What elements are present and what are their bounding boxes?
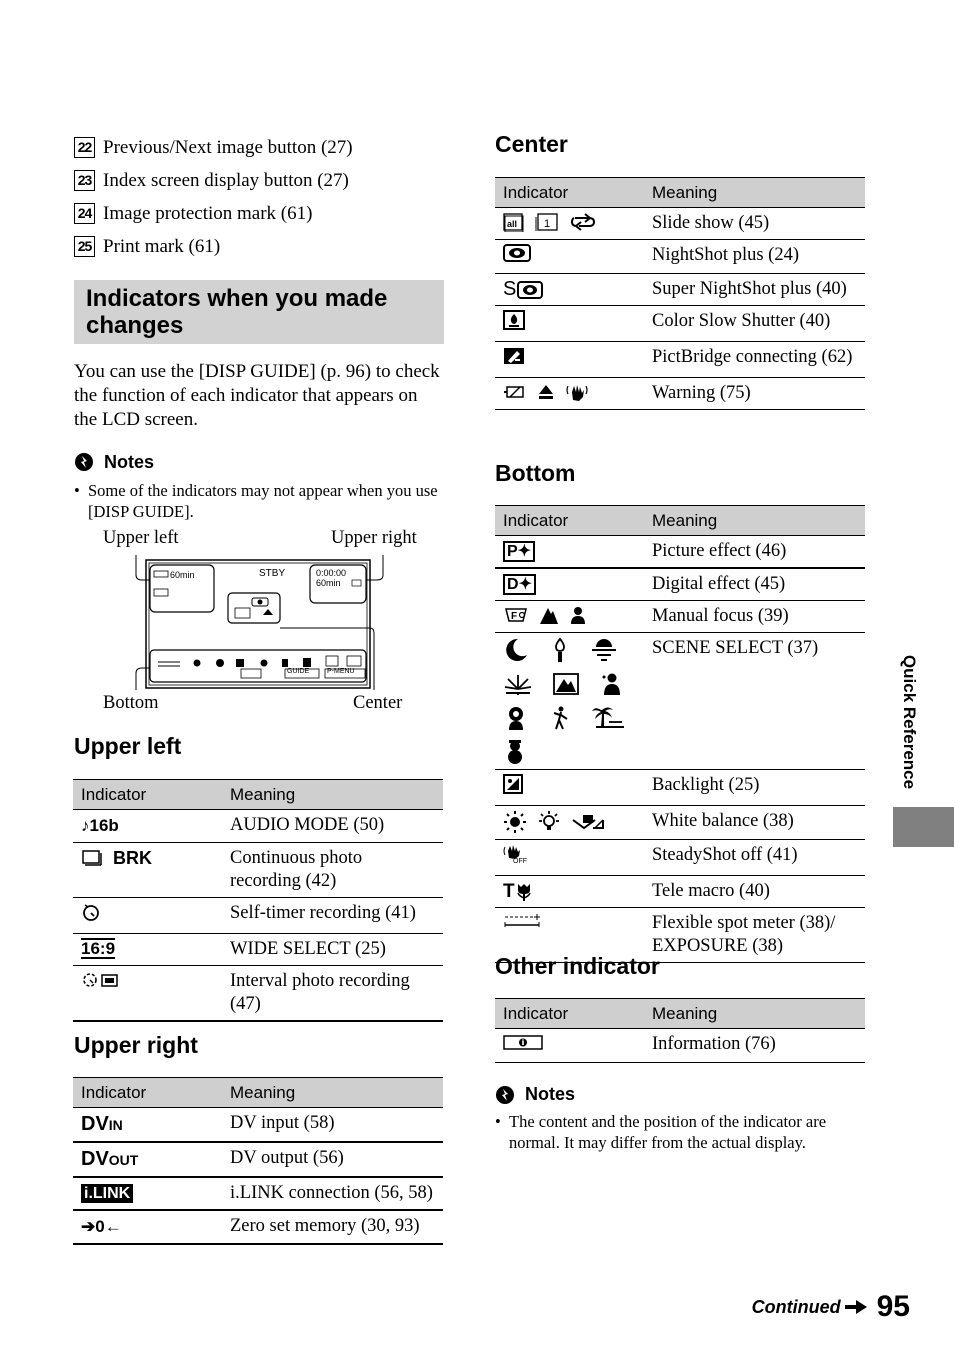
battery-warning-icon [503,383,527,401]
label-upper-right: Upper right [331,528,417,548]
center-heading: Center [495,131,568,157]
header-indicator: Indicator [495,999,644,1029]
fireworks-icon [503,671,533,697]
indicator-cell [495,568,644,601]
tele-macro-icon [503,880,636,903]
manual-focus-icons [503,605,636,625]
side-tab-label: Quick Reference [900,654,919,790]
indicator-cell [73,934,222,966]
list-item [74,164,353,197]
super-nightshot-icon [503,278,636,301]
spotlight-icon [503,705,529,731]
list-item [74,230,353,263]
indicator-cell [495,306,644,342]
indicator-cell [73,898,222,934]
table-row [73,810,443,843]
screen-time: 0:00:00 [316,568,347,578]
side-tab [896,650,922,800]
header-meaning: Meaning [644,178,865,208]
indicator-cell [495,274,644,306]
page-number: 95 [876,1290,910,1323]
numbered-list [74,131,353,263]
audio-mode-icon: ♪16b [81,816,119,835]
pictbridge-icon [503,346,525,366]
ilink-icon: i.LINK [81,1184,133,1203]
continuous-photo-icon [81,849,103,869]
upper-right-heading: Upper right [74,1032,198,1058]
notes-label: Notes [525,1084,576,1104]
nightshot-plus-icon [503,244,531,262]
digital-effect-letter: D [507,576,519,593]
continued-label [752,1297,867,1318]
dv-in-icon [81,1113,123,1134]
meaning-cell: Information (76) [644,1029,865,1063]
arrow-right-icon [845,1300,867,1314]
meaning-cell: Interval photo recording (47) [222,966,443,1022]
indicator-cell [73,966,222,1022]
bracket-icon: BRK [113,848,152,868]
list-item [74,131,353,164]
meaning-cell: White balance (38) [644,806,865,840]
dv-text: DV [81,1148,109,1170]
sunrise-sunset-icon [591,637,617,663]
item-number: 24 [74,203,95,224]
sports-icon [549,705,571,731]
upper-left-table [73,779,443,1022]
meaning-cell: SteadyShot off (41) [644,840,865,876]
continued-text: Continued [751,1296,841,1317]
svg-text:F: F [511,611,518,622]
header-meaning: Meaning [222,1078,443,1108]
meaning-cell: Flexible spot meter (38)/ EXPOSURE (38) [644,908,865,963]
zero-set-memory-icon: ➔0← [81,1217,122,1236]
eject-icon [537,383,555,401]
dv-text: DV [81,1113,109,1135]
table-row [495,536,865,569]
candle-icon [549,637,571,663]
meaning-cell: SCENE SELECT (37) [644,633,865,770]
bottom-heading: Bottom [495,460,576,486]
table-row [73,1177,443,1210]
lcd-diagram [74,525,444,725]
indicator-cell [495,840,644,876]
item-number: 23 [74,170,95,191]
indicator-cell [495,240,644,274]
portrait-icon [599,671,625,697]
table-header-row [495,506,865,536]
notes-heading [495,1084,865,1105]
picture-effect-icon: P✦ [503,541,535,562]
super-s-text: S [503,278,517,300]
indicator-cell [495,208,644,240]
header-meaning: Meaning [222,780,443,810]
intro-block [74,360,444,522]
screen-pmenu: P-MENU [327,668,355,675]
meaning-cell: PictBridge connecting (62) [644,342,865,378]
landscape-icon [553,671,579,697]
side-tab-marker [893,807,954,847]
label-upper-left: Upper left [103,528,179,548]
digital-effect-icon: D✦ [503,574,536,595]
interval-photo-icon [81,970,121,990]
meaning-cell: Tele macro (40) [644,876,865,908]
table-row [495,208,865,240]
table-row [495,876,865,908]
header-indicator: Indicator [495,506,644,536]
meaning-cell: Self-timer recording (41) [222,898,443,934]
table-row [73,966,443,1022]
meaning-cell: Slide show (45) [644,208,865,240]
table-header-row [495,178,865,208]
indicator-cell [73,1210,222,1244]
dv-out-text: OUT [108,1152,139,1168]
table-row [495,806,865,840]
note-item: • The content and the position of the indicator are normal. It may differ from the actual display. [495,1111,865,1153]
svg-text:all: all [507,219,518,229]
twilight-icon [503,637,529,663]
meaning-cell: Backlight (25) [644,770,865,806]
item-text: Previous/Next image button (27) [103,136,353,158]
meaning-cell: WIDE SELECT (25) [222,934,443,966]
indoor-bulb-icon [537,810,561,834]
table-header-row [73,1078,443,1108]
information-icon [503,1033,543,1051]
one-push-wb-icon [571,812,605,832]
item-text: Index screen display button (27) [103,169,349,191]
indicator-cell [495,876,644,908]
meaning-cell: NightShot plus (24) [644,240,865,274]
table-row [73,1142,443,1177]
indicator-cell [495,806,644,840]
table-row [495,240,865,274]
meaning-cell: Manual focus (39) [644,601,865,633]
screen-battery: 60min [170,570,195,580]
indicator-cell [495,633,644,770]
table-row [495,306,865,342]
table-row [495,342,865,378]
item-number: 22 [74,137,95,158]
section-title: Indicators when you made changes [74,280,444,344]
close-subject-icon [569,605,587,625]
notes-label: Notes [104,452,155,472]
single-play-icon [535,212,559,232]
other-indicator-table [495,998,865,1063]
indicator-cell [73,1108,222,1143]
notes-icon [495,1085,515,1105]
steadyshot-off-icon [503,844,529,864]
indicator-cell [495,342,644,378]
table-row [73,898,443,934]
nightshot-eye-icon [517,281,543,299]
indicator-cell [73,843,222,898]
center-table [495,177,865,410]
indicator-cell [73,810,222,843]
indicator-cell [495,536,644,569]
meaning-cell: Warning (75) [644,378,865,410]
other-indicator-heading: Other indicator [495,953,660,979]
meaning-cell: i.LINK connection (56, 58) [222,1177,443,1210]
meaning-cell: DV input (58) [222,1108,443,1143]
notes-icon [74,452,94,472]
table-header-row [73,780,443,810]
header-indicator: Indicator [73,1078,222,1108]
warning-icons [503,382,636,402]
dv-out-icon [81,1148,138,1169]
upper-right-table [73,1077,443,1245]
item-text: Print mark (61) [103,235,221,257]
infinity-mountain-icon [539,605,559,625]
intro-text: You can use the [DISP GUIDE] (p. 96) to check the function of each indicator that appears on the LCD screen. [74,361,440,430]
snow-icon [503,739,527,765]
table-row [495,633,865,770]
header-meaning: Meaning [644,999,865,1029]
indicator-cell [73,1142,222,1177]
table-row [495,770,865,806]
indicator-cell [495,1029,644,1063]
backlight-icon [503,774,523,794]
table-row [495,840,865,876]
indicator-cell [73,1177,222,1210]
color-slow-shutter-icon [503,310,525,330]
table-row [495,274,865,306]
self-timer-icon [81,902,101,922]
svg-text:OFF: OFF [513,858,527,864]
bottom-table [495,505,865,963]
meaning-cell: Super NightShot plus (40) [644,274,865,306]
header-indicator: Indicator [495,178,644,208]
notes-heading [74,450,444,474]
table-row [495,568,865,601]
wide-select-icon: 16:9 [81,939,116,958]
outdoor-sun-icon [503,810,527,834]
meaning-cell: Zero set memory (30, 93) [222,1210,443,1244]
table-row [495,378,865,410]
note-item: • Some of the indicators may not appear when you use [DISP GUIDE]. [74,480,444,522]
table-row [73,1108,443,1143]
meaning-cell: AUDIO MODE (50) [222,810,443,843]
meaning-cell: Picture effect (46) [644,536,865,569]
item-text: Image protection mark (61) [103,202,313,224]
label-bottom: Bottom [103,693,159,713]
slide-show-icons [503,212,636,232]
table-header-row [495,999,865,1029]
table-row [495,601,865,633]
table-row [73,1210,443,1244]
manual-focus-icon [503,606,529,624]
notes-block-right [495,1084,865,1153]
meaning-cell: DV output (56) [222,1142,443,1177]
meaning-cell: Digital effect (45) [644,568,865,601]
header-indicator: Indicator [73,780,222,810]
scene-select-icons [503,637,633,765]
label-center: Center [353,693,403,713]
screen-stby: STBY [259,568,286,579]
item-number: 25 [74,236,95,257]
page-footer [752,1290,910,1324]
upper-left-heading: Upper left [74,733,182,759]
tulip-icon [515,882,533,902]
indicator-cell [495,378,644,410]
header-meaning: Meaning [644,506,865,536]
table-row [73,934,443,966]
picture-effect-letter: P [507,543,518,560]
indicator-cell [495,770,644,806]
meaning-cell: Color Slow Shutter (40) [644,306,865,342]
indicator-cell [495,601,644,633]
flexible-spot-meter-icon [503,912,543,930]
white-balance-icons [503,810,636,834]
beach-icon [591,705,625,731]
table-row [73,843,443,898]
lcd-screen-drawing [74,525,444,725]
all-play-icon [503,212,525,232]
screen-guide: GUIDE [287,668,310,675]
tele-letter: T [503,881,515,902]
repeat-icon [569,212,597,232]
screen-time-remaining: 60min [316,578,341,588]
list-item [74,197,353,230]
dv-in-text: IN [108,1117,123,1133]
shake-warning-icon [565,382,589,402]
meaning-cell: Continuous photo recording (42) [222,843,443,898]
svg-text:1: 1 [544,218,551,230]
table-row [495,1029,865,1063]
